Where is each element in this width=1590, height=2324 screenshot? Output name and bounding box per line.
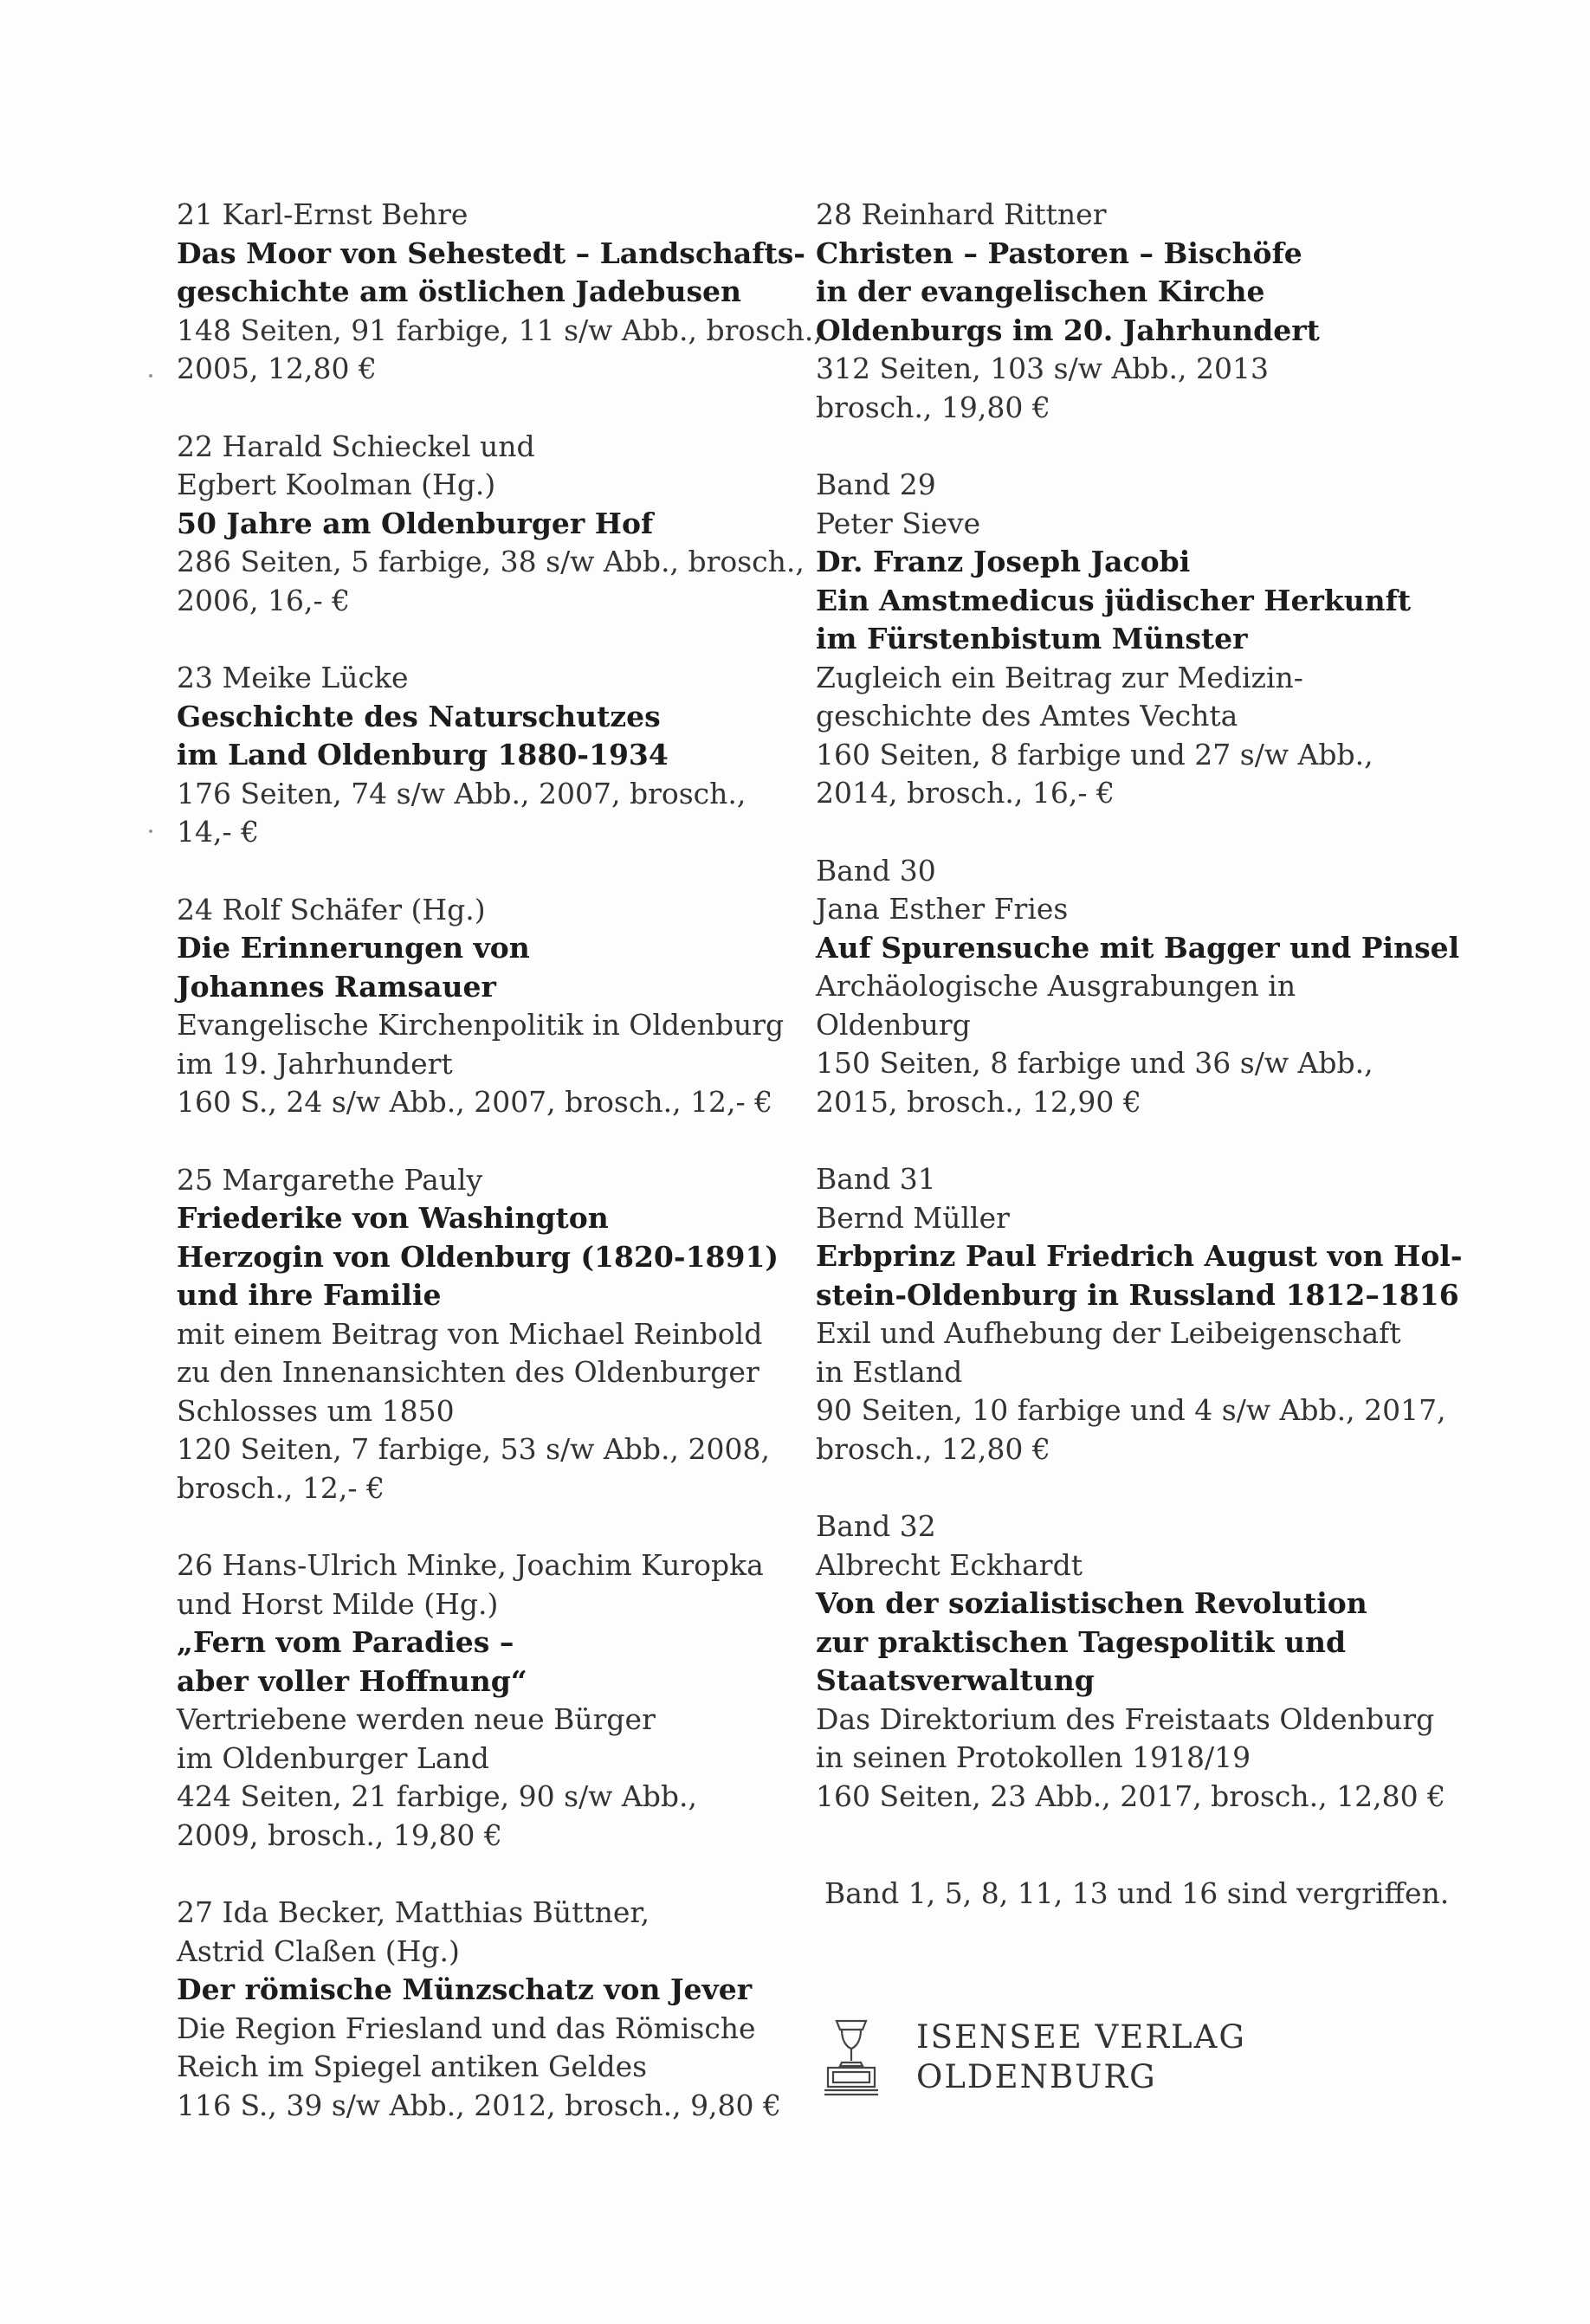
entry-text-line: und Horst Milde (Hg.)	[177, 1586, 499, 1621]
entry-text-line: 23 Meike Lücke	[177, 661, 409, 694]
entry-title-line: Der römische Münzschatz von Jever	[177, 1972, 753, 2006]
entry-title-line: stein-Oldenburg in Russland 1812–1816	[816, 1277, 1459, 1312]
entry-title-line: Staatsverwaltung	[816, 1663, 1095, 1697]
entry-text-line: zu den Innenansichten des Oldenburger	[177, 1355, 759, 1389]
entry-text-line: 2015, brosch., 12,90 €	[816, 1084, 1141, 1119]
publisher-logo-icon	[823, 2017, 880, 2097]
entry-text-line: Reich im Spiegel antiken Geldes	[177, 2050, 648, 2083]
entry-title-line: zur praktischen Tagespolitik und	[816, 1624, 1347, 1659]
entry-text-line: Band 31	[816, 1162, 936, 1196]
entry-text-line: Band 29	[816, 468, 936, 501]
catalog-entry	[816, 466, 1474, 813]
catalog-entry	[816, 852, 1474, 1122]
catalog-entry	[816, 1507, 1474, 1816]
entry-text-line: 90 Seiten, 10 farbige und 4 s/w Abb., 2017,	[816, 1393, 1446, 1427]
entry-text-line: Jana Esther Fries	[816, 892, 1069, 926]
entry-title-line: im Fürstenbistum Münster	[816, 622, 1248, 655]
catalog-entry	[816, 1160, 1474, 1469]
entry-title-line: in der evangelischen Kirche	[816, 274, 1265, 308]
entry-text-line: Albrecht Eckhardt	[816, 1547, 1083, 1582]
entry-title-line: Von der sozialistischen Revolution	[816, 1586, 1367, 1620]
entry-title-line: Die Erinnerungen von	[177, 931, 530, 965]
entry-text-line: brosch., 19,80 €	[816, 390, 1050, 424]
entry-text-line: 2005, 12,80 €	[177, 352, 377, 385]
entry-title-line: und ihre Familie	[177, 1278, 442, 1312]
entry-text-line: 2006, 16,- €	[177, 583, 351, 617]
catalog-entry	[177, 1546, 835, 1855]
entry-text-line: Bernd Müller	[816, 1200, 1010, 1235]
entry-text-line: im Oldenburger Land	[177, 1740, 489, 1775]
entry-text-line: 27 Ida Becker, Matthias Büttner,	[177, 1895, 650, 1929]
catalog-entry	[177, 1161, 835, 1508]
entry-text-line: geschichte des Amtes Vechta	[816, 699, 1238, 733]
entry-text-line: 2014, brosch., 16,- €	[816, 776, 1115, 810]
entry-text-line: Archäologische Ausgrabungen in	[816, 969, 1296, 1003]
entry-title-line: Dr. Franz Joseph Jacobi	[816, 545, 1191, 578]
catalog-entry	[177, 891, 835, 1122]
entry-text-line: in seinen Protokollen 1918/19	[816, 1740, 1251, 1774]
entry-text-line: Egbert Koolman (Hg.)	[177, 468, 496, 501]
scan-speck	[149, 374, 152, 378]
entry-text-line: Peter Sieve	[816, 506, 981, 540]
entry-text-line: mit einem Beitrag von Michael Reinbold	[177, 1316, 763, 1351]
publisher-name: ISENSEE VERLAG	[916, 2018, 1246, 2056]
entry-title-line: Ein Amstmedicus jüdischer Herkunft	[816, 583, 1412, 617]
publisher-block	[823, 2017, 1246, 2097]
entry-text-line: 160 S., 24 s/w Abb., 2007, brosch., 12,- €	[177, 1085, 773, 1119]
entry-text-line: 24 Rolf Schäfer (Hg.)	[177, 892, 486, 926]
entry-text-line: 116 S., 39 s/w Abb., 2012, brosch., 9,80 €	[177, 2088, 782, 2122]
catalog-entry	[177, 1894, 835, 2125]
catalog-entry	[177, 428, 835, 621]
entry-title-line: Christen – Pastoren – Bischöfe	[816, 236, 1302, 270]
entry-text-line: 22 Harald Schieckel und	[177, 429, 535, 463]
catalog-entry	[177, 196, 835, 389]
entry-text-line: Band 32	[816, 1509, 936, 1543]
entry-text-line: Exil und Aufhebung der Leibeigenschaft	[816, 1316, 1401, 1350]
entry-title-line: Oldenburgs im 20. Jahrhundert	[816, 313, 1320, 347]
entry-text-line: 2009, brosch., 19,80 €	[177, 1817, 502, 1852]
entry-title-line: geschichte am östlichen Jadebusen	[177, 274, 742, 308]
entry-text-line: Schlosses um 1850	[177, 1393, 455, 1428]
entry-title-line: Friederike von Washington	[177, 1201, 609, 1235]
out-of-print-note: Band 1, 5, 8, 11, 13 und 16 sind vergriffen.	[824, 1876, 1450, 1910]
entry-text-line: 28 Reinhard Rittner	[816, 197, 1107, 231]
entry-text-line: Evangelische Kirchenpolitik in Oldenburg	[177, 1008, 785, 1042]
entry-title-line: Johannes Ramsauer	[177, 969, 496, 1004]
entry-text-line: 150 Seiten, 8 farbige und 36 s/w Abb.,	[816, 1046, 1373, 1080]
entry-text-line: 21 Karl-Ernst Behre	[177, 197, 469, 231]
catalog-entry	[177, 659, 835, 852]
entry-text-line: 312 Seiten, 103 s/w Abb., 2013	[816, 352, 1269, 385]
entry-text-line: Zugleich ein Beitrag zur Medizin-	[816, 660, 1303, 694]
entry-text-line: 120 Seiten, 7 farbige, 53 s/w Abb., 2008,	[177, 1432, 770, 1466]
entry-text-line: in Estland	[816, 1354, 963, 1389]
entry-text-line: 160 Seiten, 8 farbige und 27 s/w Abb.,	[816, 737, 1373, 771]
entry-text-line: Die Region Friesland und das Römische	[177, 2011, 756, 2045]
publisher-city: OLDENBURG	[916, 2058, 1157, 2095]
entry-text-line: Vertriebene werden neue Bürger	[177, 1702, 656, 1736]
left-column	[177, 196, 835, 2164]
entry-text-line: 25 Margarethe Pauly	[177, 1162, 483, 1197]
entry-title-line: im Land Oldenburg 1880-1934	[177, 738, 669, 771]
scan-speck	[149, 830, 152, 833]
entry-text-line: Astrid Claßen (Hg.)	[177, 1933, 460, 1968]
entry-text-line: Oldenburg	[816, 1007, 971, 1042]
entry-text-line: Das Direktorium des Freistaats Oldenburg	[816, 1701, 1435, 1736]
entry-title-line: Geschichte des Naturschutzes	[177, 699, 661, 733]
entry-title-line: Das Moor von Sehestedt – Landschafts-	[177, 236, 805, 270]
entry-title-line: aber voller Hoffnung“	[177, 1663, 527, 1698]
entry-text-line: brosch., 12,80 €	[816, 1431, 1050, 1466]
entry-text-line: Band 30	[816, 853, 936, 888]
entry-title-line: Erbprinz Paul Friedrich August von Hol-	[816, 1239, 1463, 1273]
entry-text-line: im 19. Jahrhundert	[177, 1046, 453, 1081]
entry-text-line: brosch., 12,- €	[177, 1470, 385, 1505]
entry-text-line: 26 Hans-Ulrich Minke, Joachim Kuropka	[177, 1548, 764, 1582]
entry-title-line: „Fern vom Paradies –	[177, 1625, 514, 1659]
entry-text-line: 176 Seiten, 74 s/w Abb., 2007, brosch.,	[177, 776, 747, 810]
entry-text-line: 160 Seiten, 23 Abb., 2017, brosch., 12,80 €	[816, 1779, 1446, 1813]
entry-text-line: 14,- €	[177, 815, 260, 849]
entry-title-line: 50 Jahre am Oldenburger Hof	[177, 506, 654, 540]
entry-title-line: Herzogin von Oldenburg (1820-1891)	[177, 1239, 779, 1274]
entry-title-line: Auf Spurensuche mit Bagger und Pinsel	[816, 930, 1460, 965]
entry-text-line: 148 Seiten, 91 farbige, 11 s/w Abb., brosch.,	[177, 313, 823, 347]
right-column	[816, 196, 1474, 1855]
catalog-entry	[816, 196, 1474, 427]
entry-text-line: 286 Seiten, 5 farbige, 38 s/w Abb., brosch.,	[177, 545, 805, 578]
entry-text-line: 424 Seiten, 21 farbige, 90 s/w Abb.,	[177, 1779, 697, 1813]
